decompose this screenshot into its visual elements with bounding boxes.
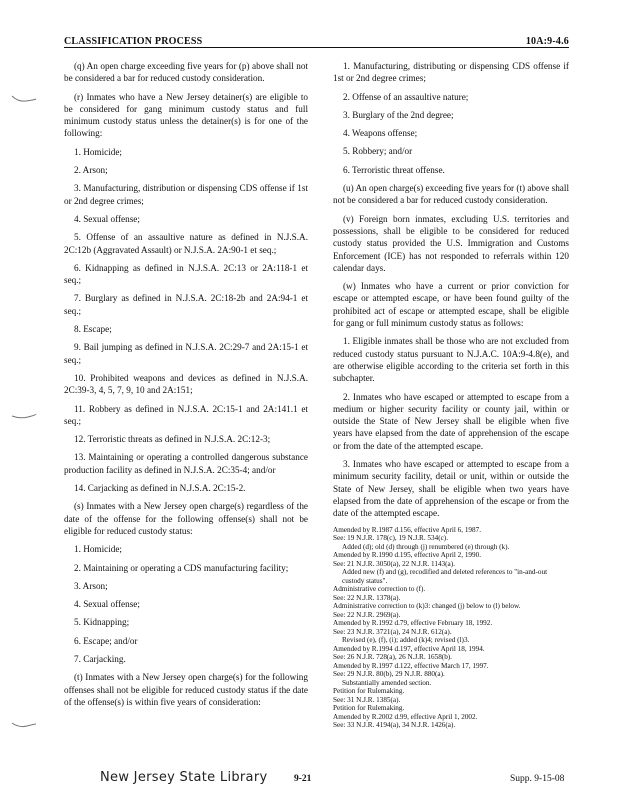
history-note: Petition for Rulemaking. — [333, 704, 405, 712]
running-header — [64, 27, 569, 47]
list-item: 8. Escape; — [74, 324, 112, 335]
list-item: 11. Robbery as defined in N.J.S.A. 2C:15-1 and 2A:141.1 et seq.; — [64, 403, 308, 426]
list-item: 10. Prohibited weapons and devices as defined in N.J.S.A. 2C:39-3, 4, 5, 7, 9, 10 and 2A:151; — [64, 372, 308, 396]
header-rule — [64, 47, 569, 48]
list-item: 6. Kidnapping as defined in N.J.S.A. 2C:13 or 2A:118-1 et seq.; — [64, 262, 308, 286]
history-note: Substantially amended section. — [342, 678, 432, 687]
history-note: See: 22 N.J.R. 1378(a). — [333, 593, 401, 602]
history-note: See: 26 N.J.R. 728(a), 26 N.J.R. 1658(b). — [333, 653, 452, 661]
list-item: 1. Manufacturing, distributing or dispensing CDS offense if 1st or 2nd degree crimes; — [333, 61, 569, 84]
list-item: 7. Carjacking. — [74, 653, 126, 664]
list-item: 5. Robbery; and/or — [343, 146, 413, 157]
supplement-date: Supp. 9-15-08 — [510, 774, 565, 784]
history-note: Revised (e), (f), (i); added (k)4; revised (l)3. — [342, 636, 470, 644]
history-note: See: 23 N.J.R. 3721(a), 24 N.J.R. 612(a). — [333, 627, 452, 636]
right-column-body — [333, 60, 569, 520]
page-number: 9-21 — [294, 774, 312, 784]
list-item: 14. Carjacking as defined in N.J.S.A. 2C:15-2. — [74, 483, 246, 494]
list-item: 2. Arson; — [74, 165, 108, 176]
history-note: Petition for Rulemaking. — [333, 687, 405, 695]
library-watermark: New Jersey State Library — [100, 770, 268, 785]
history-note: Amended by R.1992 d.79, effective February 18, 1992. — [333, 619, 493, 627]
list-item: 5. Kidnapping; — [74, 617, 130, 628]
left-column — [64, 60, 308, 714]
history-note: Amended by R.1990 d.195, effective April 2, 1990. — [333, 551, 481, 559]
list-item: 3. Manufacturing, distribution or dispensing CDS offense if 1st or 2nd degree crimes; — [64, 183, 308, 206]
paragraph: (q) An open charge exceeding five years for (p) above shall not be considered a bar for reduced custody consideration. — [64, 61, 308, 84]
list-item: 3. Burglary of the 2nd degree; — [343, 109, 454, 120]
margin-mark — [10, 92, 38, 106]
paragraph: (r) Inmates who have a New Jersey detainer(s) are eligible to be considered for gang minimum custody status and full minimum custody status unless the detainer(s) is for one of the following: — [64, 91, 308, 139]
history-note: See: 21 N.J.R. 3050(a), 22 N.J.R. 1143(a). — [333, 559, 455, 568]
history-note: Amended by R.2002 d.99, effective April 1, 2002. — [333, 712, 478, 721]
list-item: 6. Escape; and/or — [74, 635, 138, 646]
list-item: 9. Bail jumping as defined in N.J.S.A. 2C:29-7 and 2A:15-1 et seq.; — [64, 342, 308, 365]
history-note: See: 31 N.J.R. 1385(a). — [333, 695, 401, 704]
list-item: 6. Terroristic threat offense. — [343, 164, 445, 175]
history-notes — [333, 526, 569, 730]
margin-mark — [10, 410, 38, 424]
list-item: 4. Sexual offense; — [74, 213, 140, 224]
history-note: See: 29 N.J.R. 80(b), 29 N.J.R. 880(a). — [333, 670, 445, 678]
list-item: 1. Homicide; — [74, 544, 122, 555]
paragraph: (t) Inmates with a New Jersey open charge(s) for the following offenses shall not be eligible for reduced custody status if the date of the offense(s) is within five years of consideration: — [64, 672, 308, 707]
list-item: 12. Terroristic threats as defined in N.J.S.A. 2C:12-3; — [74, 434, 271, 445]
history-note: Amended by R.1997 d.122, effective March 17, 1997. — [333, 661, 489, 670]
history-note: See: 22 N.J.R. 2969(a). — [333, 610, 401, 619]
history-note: Added new (f) and (g), recodified and deleted references to "in-and-out custody status". — [342, 568, 548, 585]
list-item: 3. Arson; — [74, 580, 108, 591]
list-item: 4. Weapons offense; — [343, 128, 418, 139]
history-note: Amended by R.1994 d.197, effective April 18, 1994. — [333, 644, 485, 653]
history-note: See: 19 N.J.R. 178(c), 19 N.J.R. 534(c). — [333, 534, 448, 542]
list-item: 2. Inmates who have escaped or attempted to escape from a medium or higher security facility or county jail, within or outside the State of New Jersey shall be eligible when five years have elapsed from the date of apprehension of the escape or from the date of the attempted escape. — [333, 391, 569, 451]
paragraph: (u) An open charge(s) exceeding five years for (t) above shall not be considered a bar for reduced custody consideration. — [333, 183, 569, 206]
list-item: 4. Sexual offense; — [74, 599, 140, 610]
paragraph: (w) Inmates who have a current or prior conviction for escape or attempted escape, or have been found guilty of the prohibited act of escape or attempted escape, shall be eligible for gang or full minimum custody status as follows: — [333, 281, 569, 329]
list-item: 5. Offense of an assaultive nature as defined in N.J.S.A. 2C:12b (Aggravated Assault) or N.J.S.A. 2A:90-1 et seq.; — [64, 232, 308, 255]
history-note: Added (d); old (d) through (j) renumbered (e) through (k). — [342, 542, 510, 551]
history-note: Amended by R.1987 d.156, effective April 6, 1987. — [333, 525, 481, 534]
list-item: 1. Eligible inmates shall be those who are not excluded from reduced custody status pursuant to N.J.A.C. 10A:9-4.8(e), and are otherwise eligible according to the criteria set forth in this subchapter. — [333, 336, 569, 384]
right-column — [333, 60, 569, 730]
list-item: 1. Homicide; — [74, 146, 122, 157]
list-item: 3. Inmates who have escaped or attempted to escape from a minimum security facility, detail or unit, within or outside the State of New Jersey, shall be eligible when two years have elapsed from the date of apprehension of the escape or from the date of the attempted escape. — [333, 459, 569, 519]
history-note: See: 33 N.J.R. 4194(a), 34 N.J.R. 1426(a). — [333, 721, 456, 729]
list-item: 7. Burglary as defined in N.J.S.A. 2C:18-2b and 2A:94-1 et seq.; — [64, 293, 308, 316]
list-item: 2. Offense of an assaultive nature; — [343, 91, 469, 102]
paragraph: (v) Foreign born inmates, excluding U.S. territories and possessions, shall be eligible to be considered for reduced custody status provided the U.S. Immigration and Customs Enforcement (ICE) has not responded to referrals within 120 calendar days. — [333, 213, 569, 273]
history-note: Administrative correction to (f). — [333, 585, 426, 593]
paragraph: (s) Inmates with a New Jersey open charge(s) regardless of the date of the offense for the following offense(s) shall not be eligible for reduced custody status: — [64, 501, 308, 536]
list-item: 2. Maintaining or operating a CDS manufacturing facility; — [74, 562, 289, 573]
history-note: Administrative correction to (k)3: changed (j) below to (l) below. — [333, 602, 521, 610]
header-citation: 10A:9-4.6 — [525, 36, 569, 47]
header-section-title: CLASSIFICATION PROCESS — [64, 36, 203, 47]
margin-mark — [10, 718, 38, 732]
list-item: 13. Maintaining or operating a controlled dangerous substance production facility as defined in N.J.S.A. 2C:35-4; and/or — [64, 452, 308, 475]
